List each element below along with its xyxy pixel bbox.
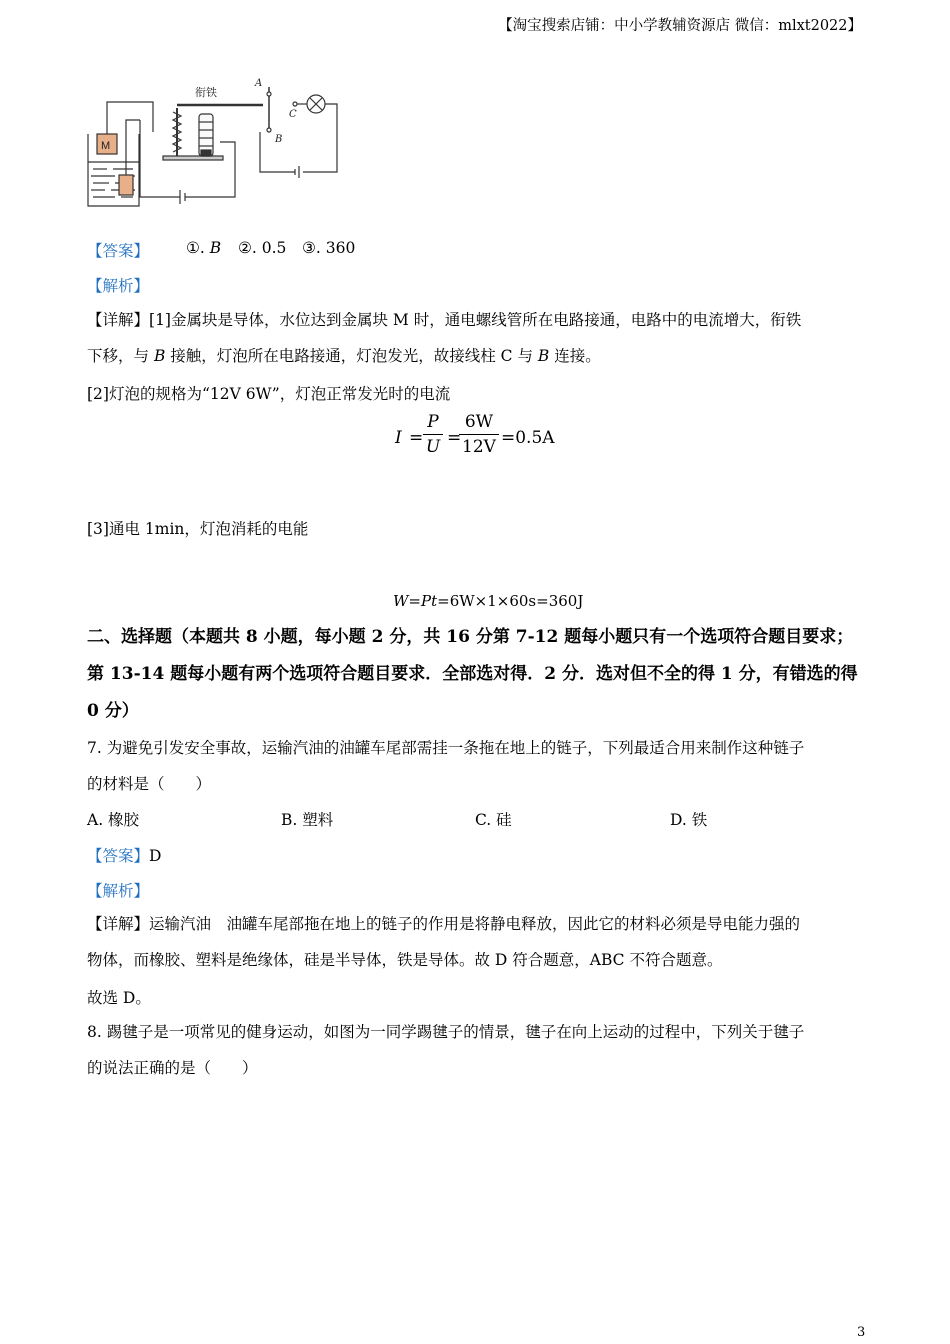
q7-option-c: C. 硅 [475, 811, 512, 829]
formula-eq2: = [447, 428, 462, 448]
q8-stem-a: 8. 踢毽子是一项常见的健身运动，如图为一同学踢毽子的情景，毽子在向上运动的过程中，下列关于毽子 [87, 1023, 805, 1041]
page-number: 3 [857, 1325, 866, 1340]
q7-stem-b: 的材料是（ ） [87, 775, 212, 793]
q7-detail-tag: 【详解】 [87, 915, 150, 933]
q6-detail-1b-post: 连接。 [549, 347, 601, 365]
q6-detail-1 [87, 302, 859, 374]
q7-answer-value: D [149, 847, 162, 865]
q8-stem [87, 1014, 859, 1086]
energy-eq: = [408, 592, 421, 610]
q7-stem [87, 730, 859, 802]
q6-answer-1-prefix: ①. [186, 239, 210, 257]
q6-analysis-tag: 【解析】 [87, 277, 150, 295]
q6-detail-1b-b: B [153, 347, 166, 365]
circuit-diagram [85, 72, 345, 212]
q7-detail-a: 运输汽油 油罐车尾部拖在地上的链子的作用是将静电释放，因此它的材料必须是导电能力强的 [149, 915, 801, 933]
q7-detail [87, 906, 859, 978]
q6-answer-2: ②. 0.5 [238, 239, 287, 257]
formula-frac-pu [423, 412, 443, 457]
section2-title: 二、选择题（本题共 8 小题，每小题 2 分，共 16 分第 7-12 题每小题只有一个选项符合题目要求；第 13-14 题每小题有两个选项符合题目要求．全部选对得．2 分．选对但不全的得 1 分，有错选的得 0 分） [87, 627, 858, 721]
q6-detail-1a: [1]金属块是导体，水位达到金属块 M 时，通电螺线管所在电路接通，电路中的电流增大，衔铁 [149, 311, 802, 329]
energy-pt: Pt [421, 592, 438, 610]
energy-formula [393, 592, 583, 610]
q6-detail-3: [3]通电 1min，灯泡消耗的电能 [87, 520, 309, 538]
contact-a-label: A [255, 78, 263, 89]
q7-conclusion: 故选 D。 [87, 989, 151, 1007]
q6-answer-1 [186, 239, 221, 257]
q7-option-b: B. 塑料 [281, 811, 334, 829]
formula-eq1: = [409, 428, 424, 448]
q7-detail-b: 物体，而橡胶、塑料是绝缘体，硅是半导体，铁是导体。故 D 符合题意，ABC 不符合题意。 [87, 951, 723, 969]
armature-label: 衔铁 [195, 86, 217, 99]
q6-detail-tag: 【详解】 [87, 311, 150, 329]
formula-num: 6W [464, 412, 494, 432]
contact-c-label: C [289, 109, 297, 120]
current-formula [395, 412, 575, 468]
energy-w: W [393, 592, 409, 610]
contact-b-label: B [275, 134, 283, 145]
formula-frac-values [459, 412, 499, 457]
bottom-metal-block [119, 175, 133, 195]
q6-detail-1b-pre: 下移，与 [87, 347, 154, 365]
q6-answer-3: ③. 360 [302, 239, 356, 257]
formula-p: P [427, 412, 439, 432]
q6-detail-1b-b2: B [537, 347, 550, 365]
metal-block-label: M [101, 140, 111, 152]
q7-stem-a: 7. 为避免引发安全事故，运输汽油的油罐车尾部需挂一条拖在地上的链子，下列最适合用来制作这种链子 [87, 739, 805, 757]
q7-analysis-tag: 【解析】 [87, 882, 150, 900]
q6-answer-tag: 【答案】 [87, 242, 150, 260]
q8-stem-b: 的说法正确的是（ ） [87, 1059, 258, 1077]
header-watermark: 【淘宝搜索店铺：中小学教辅资源店 微信：mlxt2022】 [498, 18, 862, 34]
q7-answer-tag: 【答案】 [87, 847, 150, 865]
q6-detail-1b-mid: 接触，灯泡所在电路接通，灯泡发光，故接线柱 C 与 [165, 347, 538, 365]
formula-i: I [395, 428, 402, 448]
q7-option-d: D. 铁 [670, 811, 708, 829]
formula-result: =0.5A [501, 428, 555, 448]
q7-answer [87, 844, 161, 866]
energy-rest: =6W×1×60s=360J [437, 592, 584, 610]
q7-option-a: A. 橡胶 [87, 811, 140, 829]
q6-detail-2: [2]灯泡的规格为“12V 6W”，灯泡正常发光时的电流 [87, 385, 451, 403]
formula-u: U [425, 437, 441, 457]
formula-den: 12V [462, 437, 496, 457]
q6-answer-1-value: B [209, 239, 222, 257]
